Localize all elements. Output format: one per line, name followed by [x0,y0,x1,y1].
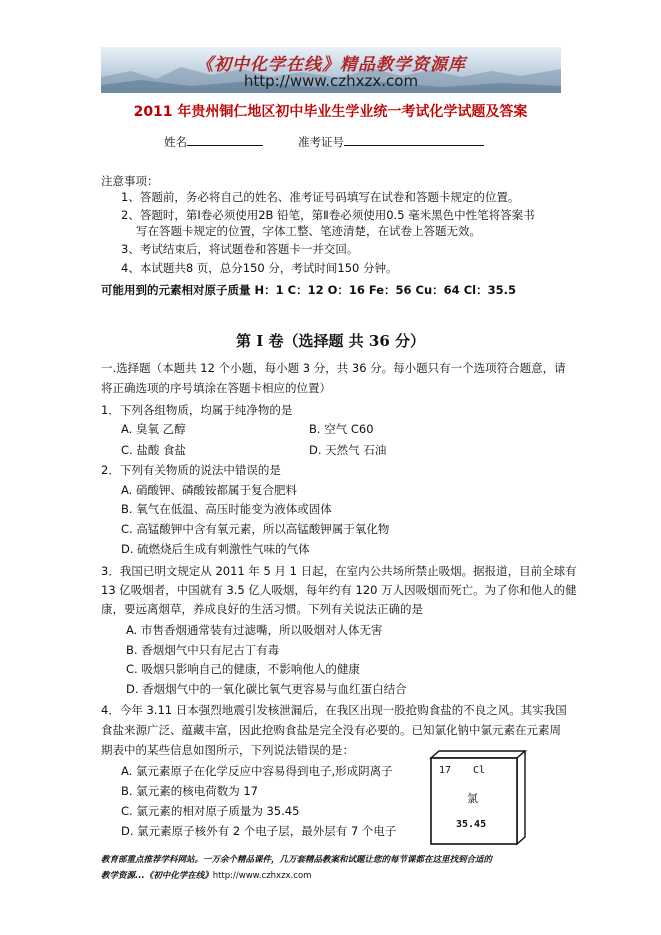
note-item: 4、本试题共8 页，总分150 分，考试时间150 分钟。 [121,261,398,275]
option-a: A. 市售香烟通常装有过滤嘴，所以吸烟对人体无害 [126,623,383,637]
option-b: B. 氧气在低温、高压时能变为液体或固体 [121,502,332,516]
question-stem: 3．我国已明文规定从 2011 年 5 月 1 日起，在室内公共场所禁止吸烟。据报道，目前全球有 [101,564,577,578]
footer-line [101,869,311,883]
question-stem: 食盐来源广泛、蕴藏丰富，因此抢购食盐是完全没有必要的。已知氯化钠中氯元素在元素周 [101,723,561,737]
header-banner [101,47,561,93]
footer-url-link[interactable]: http://www.czhxzx.com [212,871,312,881]
question-stem: 4．今年 3.11 日本强烈地震引发核泄漏后，在我区出现一股抢购食盐的不良之风。其实我国 [101,703,567,717]
notes-heading: 注意事项： [101,174,159,188]
instructions-line: 将正确选项的序号填涂在答题卡相应的位置） [101,381,331,395]
question-stem: 2．下列有关物质的说法中错误的是 [101,463,281,477]
option-c: C. 氯元素的相对原子质量为 35.45 [121,804,300,818]
id-label: 准考证号 [298,135,344,149]
element-name: 氯 [467,792,478,805]
name-blank [187,134,263,146]
option-d: D. 硫燃烧后生成有刺激性气味的气体 [121,542,310,556]
element-symbol: Cl [473,765,486,776]
atomic-masses: 可能用到的元素相对原子质量 H：1 C：12 O：16 Fe：56 Cu：64 Cl：35.5 [101,283,516,297]
id-field-row [298,134,484,149]
element-card-chlorine [429,750,527,845]
option-b: B. 氯元素的核电荷数为 17 [121,784,258,798]
note-item: 2、答题时，第Ⅰ卷必须使用2B 铅笔，第Ⅱ卷必须使用0.5 毫米黑色中性笔将答案书 [121,208,535,222]
option-a: A. 臭氧 乙醇 [121,422,186,436]
question-stem: 1．下列各组物质，均属于纯净物的是 [101,403,293,417]
footer-line: 教育部重点推荐学科网站。一万余个精品课件，几万套精品教案和试题让您的每节课都在这里找到合适的 [101,855,493,865]
option-c: C. 盐酸 食盐 [121,443,186,457]
option-d: D. 氯元素原子核外有 2 个电子层，最外层有 7 个电子 [121,824,397,838]
option-b: B. 空气 C60 [309,422,374,436]
footer-prefix: 教学资源...《初中化学在线》 [101,871,213,881]
option-b: B. 香烟烟气中只有尼古丁有毒 [126,643,280,657]
element-mass: 35.45 [456,819,487,830]
section-title: 第 I 卷（选择题 共 36 分） [235,332,425,350]
question-stem: 期表中的某些信息如图所示，下列说法错误的是： [101,743,354,757]
id-blank [344,134,484,146]
note-item: 1、答题前，务必将自己的姓名、准考证号码填写在试卷和答题卡规定的位置。 [121,190,520,204]
question-stem: 康，要远离烟草，养成良好的生活习惯。下列有关说法正确的是 [101,602,423,616]
element-number: 17 [439,765,452,776]
option-d: D. 香烟烟气中的一氧化碳比氧气更容易与血红蛋白结合 [126,682,407,696]
note-item: 3、考试结束后，将试题卷和答题卡一并交回。 [121,242,359,256]
banner-url-link[interactable]: http://www.czhxzx.com [243,72,419,90]
option-a: A. 氯元素原子在化学反应中容易得到电子,形成阴离子 [121,764,393,778]
name-field-row [164,134,263,149]
option-c: C. 吸烟只影响自己的健康，不影响他人的健康 [126,662,360,676]
question-stem: 13 亿吸烟者，中国就有 3.5 亿人吸烟，每年约有 120 万人因吸烟而死亡。为了你和他人的健 [101,583,577,597]
instructions-line: 一.选择题（本题共 12 个小题，每小题 3 分，共 36 分。每小题只有一个选项符合题意，请 [101,361,566,375]
page-title: 2011 年贵州铜仁地区初中毕业生学业统一考试化学试题及答案 [133,104,528,120]
banner-title: 《初中化学在线》精品教学资源库 [196,55,466,75]
name-label: 姓名 [164,135,187,149]
option-a: A. 硝酸钾、磷酸铵都属于复合肥料 [121,483,297,497]
option-c: C. 高锰酸钾中含有氧元素，所以高锰酸钾属于氧化物 [121,522,390,536]
note-item: 写在答题卡规定的位置，字体工整、笔迹清楚，在试卷上答题无效。 [136,224,481,238]
option-d: D. 天然气 石油 [309,443,387,457]
